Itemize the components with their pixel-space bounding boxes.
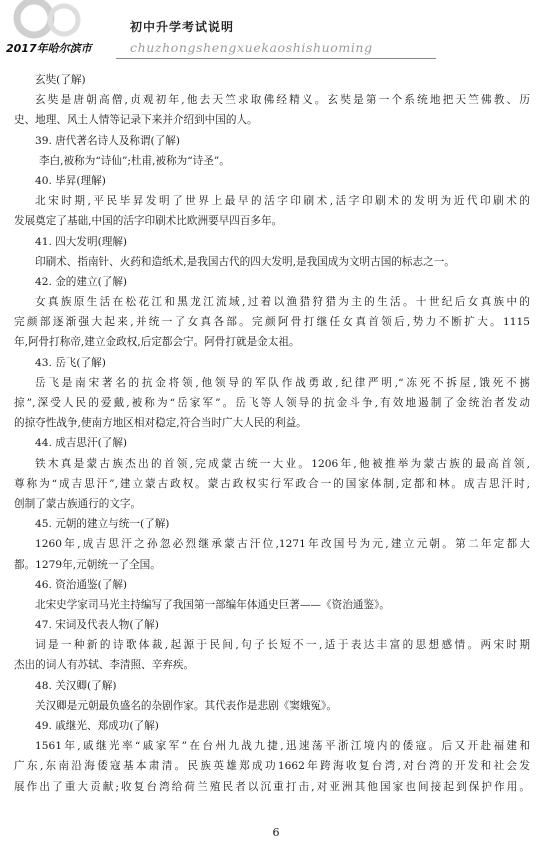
text-line: 发展奠定了基础,中国的活字印刷术比欧洲要早四百多年。 [14, 215, 283, 228]
text-line: 掠”,深受人民的爱戴,被称为“岳家军”。岳飞等人领导的抗金斗争,有效地遏制了金统治者发动 [14, 397, 530, 409]
text-line: 玄奘(了解) [35, 74, 86, 86]
text-line: 39. 唐代著名诗人及称谓(了解) [35, 134, 181, 147]
header-title: 初中升学考试说明 [130, 20, 235, 34]
text-line: 关汉卿是元朝最负盛名的杂剧作家。其代表作是悲剧《窦娥冤》。 [35, 699, 337, 712]
text-line: 43. 岳飞(了解) [35, 356, 106, 369]
text-line: 史、地理、风土人情等记录下来并介绍到中国的人。 [14, 114, 258, 127]
text-line: 李白,被称为“诗仙”;杜甫,被称为“诗圣”。 [39, 154, 230, 167]
text-line: 年,阿骨打称帝,建立金政权,后定都会宁。阿骨打就是金太祖。 [14, 336, 300, 349]
text-line: 都。1279年,元朝统一了全国。 [14, 558, 161, 571]
circle-logo-mark [4, 0, 100, 44]
text-line: 岳飞是南宋著名的抗金将领,他领导的军队作战勇敢,纪律严明,“冻死不拆屋,饿死不掳 [35, 376, 530, 389]
text-line: 印刷术、指南针、火药和造纸术,是我国古代的四大发明,是我国成为文明古国的标志之一。 [35, 255, 455, 268]
text-line: 词是一种新的诗歌体裁,起源于民间,句子长短不一,适于表达丰富的思想感情。两宋时期 [35, 639, 530, 652]
text-line: 创制了蒙古族通行的文字。 [14, 497, 142, 510]
text-line: 48. 关汉卿(了解) [35, 679, 117, 692]
text-line: 40. 毕昇(理解) [35, 174, 106, 187]
text-line: 广东,东南沿海倭寇基本肃清。民族英雄郑成功1662年跨海收复台湾,对台湾的开发和社会发 [14, 760, 530, 773]
text-line: 42. 金的建立(了解) [35, 275, 128, 288]
text-line: 1260年,成吉思汗之孙忽必烈继承蒙古汗位,1271年改国号为元,建立元朝。第二年定都大 [35, 538, 530, 551]
header-pinyin: chuzhongshengxuekaoshishuoming [130, 40, 373, 55]
text-line: 北宋时期,平民毕昇发明了世界上最早的活字印刷术,活字印刷术的发明为近代印刷术的 [35, 195, 530, 208]
header-divider [116, 58, 436, 59]
text-line: 杰出的词人有苏轼、李清照、辛弃疾。 [14, 659, 195, 672]
text-line: 铁木真是蒙古族杰出的首领,完成蒙古统一大业。1206年,他被推举为蒙古族的最高首领, [35, 457, 530, 470]
text-line: 女真族原生活在松花江和黑龙江流域,过着以渔猎狩猎为主的生活。十世纪后女真族中的 [35, 296, 530, 309]
text-line: 尊称为“成吉思汗”,建立蒙古政权。蒙古政权实行军政合一的国家体制,定都和林。成吉思汗时, [14, 477, 530, 490]
text-line: 44. 成吉思汗(了解) [35, 437, 128, 450]
text-line: 的掠夺性战争,使南方地区相对稳定,符合当时广大人民的利益。 [14, 417, 307, 430]
document-body [14, 70, 530, 797]
text-line: 玄奘是唐朝高僧,贞观初年,他去天竺求取佛经精义。玄奘是第一个系统地把天竺佛教、历 [35, 94, 530, 107]
text-line: 完颜部逐渐强大起来,并统一了女真各部。完颜阿骨打继任女真首领后,势力不断扩大。1115 [14, 316, 530, 329]
text-line: 46. 资治通鉴(了解) [35, 578, 128, 591]
text-line: 展作出了重大贡献;收复台湾给荷兰殖民者以沉重打击,对亚洲其他国家也间接起到保护作用。 [14, 780, 530, 793]
text-line: 45. 元朝的建立与统一(了解) [35, 518, 170, 531]
text-line: 北宋史学家司马光主持编写了我国第一部编年体通史巨著——《资治通鉴》。 [35, 598, 390, 611]
text-line: 41. 四大发明(理解) [35, 235, 128, 248]
page-number: 6 [272, 826, 280, 839]
text-line: 47. 宋词及代表人物(了解) [35, 619, 159, 632]
header-year-city: 2017年哈尔滨市 [6, 42, 92, 55]
text-line: 1561年,戚继光率“戚家军”在台州九战九捷,迅速荡平浙江境内的倭寇。后又开赴福建和 [35, 740, 530, 753]
text-line: 49. 戚继光、郑成功(了解) [35, 720, 159, 732]
